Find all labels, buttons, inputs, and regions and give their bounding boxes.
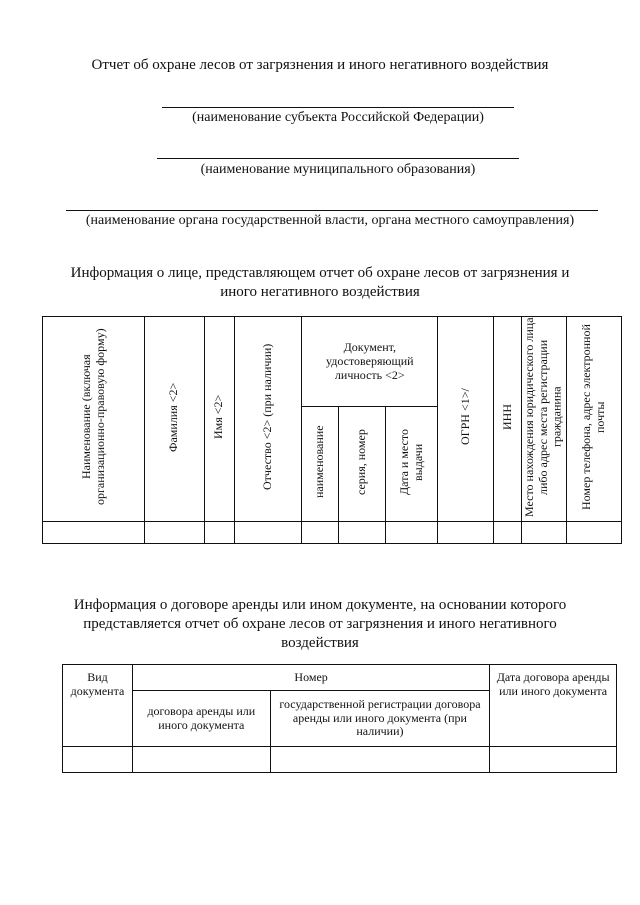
cell-surname[interactable]: [144, 521, 204, 543]
cell-inn[interactable]: [494, 521, 522, 543]
col-patronymic-header: Отчество <2> (при наличии): [234, 317, 302, 522]
col-doc-kind-header: Вид документа: [63, 665, 133, 747]
lease-table-empty-row: [63, 747, 617, 773]
subject-fill-line: [162, 107, 514, 108]
col-registration-header: государственной регистрации договора аренды или иного документа (при наличии): [270, 691, 490, 747]
municipal-caption: (наименование муниципального образования): [200, 162, 476, 177]
municipal-fill-line: [157, 158, 519, 159]
col-document-header: Документ, удостоверяющий личность <2>: [302, 317, 438, 407]
person-table-empty-row: [43, 521, 622, 543]
cell-firstname[interactable]: [204, 521, 234, 543]
cell-patronymic[interactable]: [234, 521, 302, 543]
person-section-title: Информация о лице, представляющем отчет об охране лесов от загрязнения и иного негативного воздействия: [70, 265, 570, 300]
report-title: Отчет об охране лесов от загрязнения и иного негативного воздействия: [91, 57, 549, 73]
person-table: [42, 316, 622, 544]
cell-contacts[interactable]: [567, 521, 622, 543]
col-doc-series-header: серия, номер: [339, 407, 386, 521]
cell-doc-issue[interactable]: [386, 521, 438, 543]
col-ogrn-header: ОГРН <1>/: [438, 317, 494, 522]
col-firstname-header: Имя <2>: [204, 317, 234, 522]
cell-address[interactable]: [522, 521, 567, 543]
cell-name[interactable]: [43, 521, 145, 543]
authority-fill-line: [66, 210, 598, 211]
lease-table: [62, 664, 617, 773]
cell-doc-series[interactable]: [339, 521, 386, 543]
cell-lease-number[interactable]: [132, 747, 270, 773]
col-date-header: Дата договора аренды или иного документа: [490, 665, 617, 747]
cell-ogrn[interactable]: [438, 521, 494, 543]
col-contacts-header: Номер телефона, адрес электронной почты: [567, 317, 622, 522]
cell-date[interactable]: [490, 747, 617, 773]
cell-doc-type[interactable]: [302, 521, 339, 543]
col-surname-header: Фамилия <2>: [144, 317, 204, 522]
col-lease-number-header: договора аренды или иного документа: [132, 691, 270, 747]
col-doc-issue-header: Дата и место выдачи: [386, 407, 438, 521]
col-name-header: Наименование (включая организационно-правовую форму): [43, 317, 145, 522]
col-inn-header: ИНН: [494, 317, 522, 522]
cell-registration[interactable]: [270, 747, 490, 773]
col-address-header: Место нахождения юридического лица либо адрес места регистрации гражданина: [522, 317, 567, 522]
col-doc-type-header: наименование: [302, 407, 339, 521]
authority-caption: (наименование органа государственной власти, органа местного самоуправления): [85, 213, 575, 228]
subject-caption: (наименование субъекта Российской Федерации): [192, 110, 484, 125]
lease-section-title: Информация о договоре аренды или ином документе, на основании которого представляется отчет об охране лесов от загрязнения и иного негативного воздействия: [73, 597, 567, 651]
cell-doc-kind[interactable]: [63, 747, 133, 773]
col-number-header: Номер: [132, 665, 489, 691]
